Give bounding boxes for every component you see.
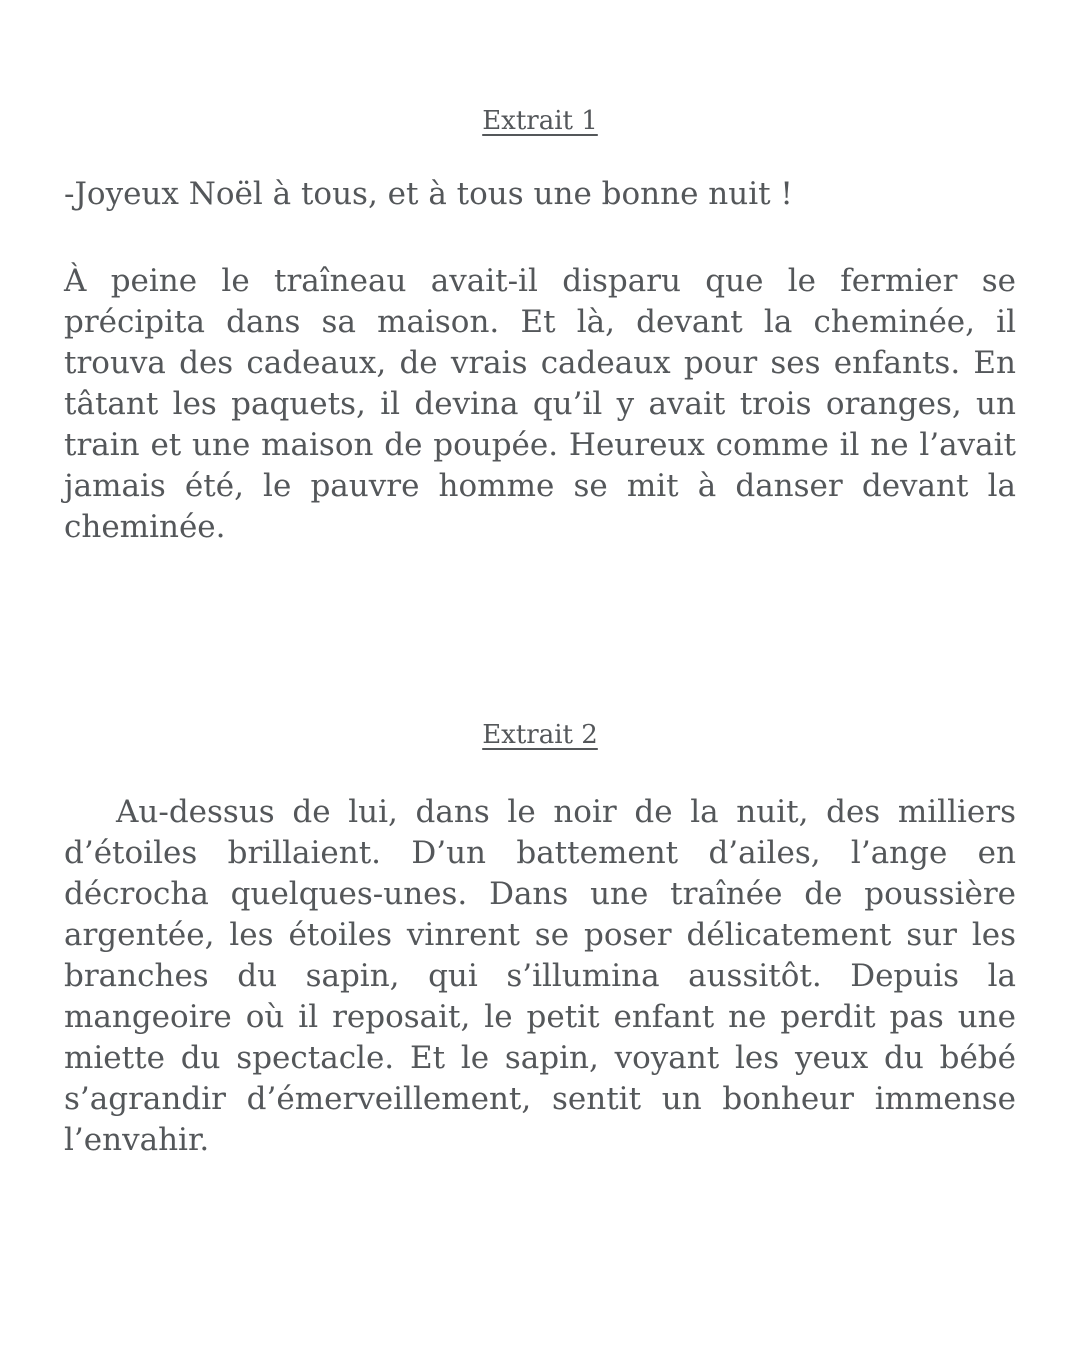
extrait-1-section [64, 104, 1016, 548]
extrait-1-paragraph: À peine le traîneau avait-il disparu que le fermier se précipita dans sa maison. Et là, devant la cheminée, il trouva des cadeaux, de vrais cadeaux pour ses enfants. En tâtant les paquets, il devina qu’il y avait trois oranges, un train et une maison de poupée. Heureux comme il ne l’avait jamais été, le pauvre homme se mit à danser devant la cheminée. [64, 263, 1016, 545]
extrait-2-section [64, 718, 1016, 1161]
extrait-1-dialogue-line: -Joyeux Noël à tous, et à tous une bonne nuit ! [64, 176, 793, 212]
extrait-2-heading: Extrait 2 [482, 720, 598, 750]
extrait-1-heading: Extrait 1 [482, 106, 598, 136]
extrait-2-paragraph: Au-dessus de lui, dans le noir de la nuit, des milliers d’étoiles brillaient. D’un battement d’ailes, l’ange en décrocha quelques-unes. Dans une traînée de poussière argentée, les étoiles vinrent se poser délicatement sur les branches du sapin, qui s’illumina aussitôt. Depuis la mangeoire où il reposait, le petit enfant ne perdit pas une miette du spectacle. Et le sapin, voyant les yeux du bébé s’agrandir d’émerveillement, sentit un bonheur immense l’envahir. [64, 794, 1016, 1158]
